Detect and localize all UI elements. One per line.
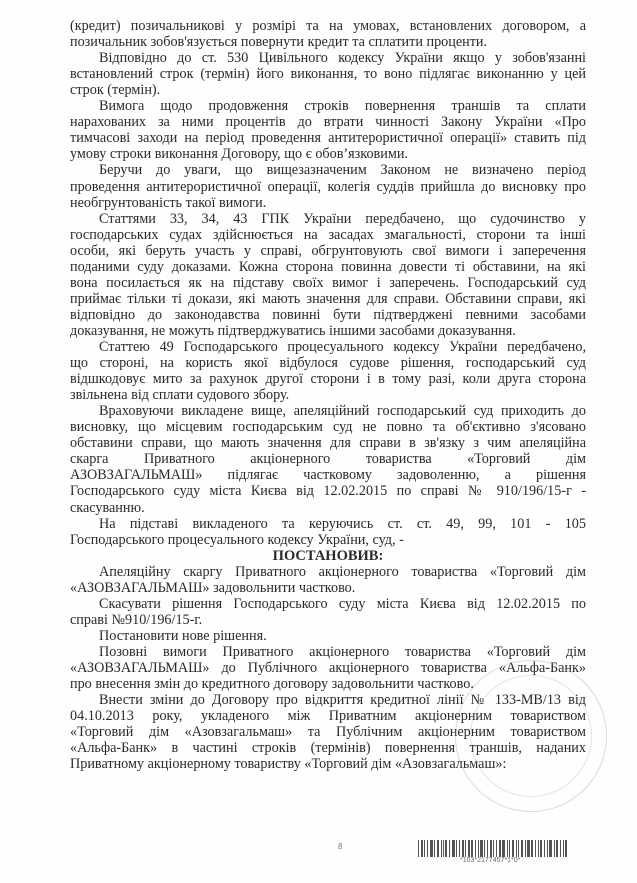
barcode-bar [471, 840, 473, 857]
text-line: Вимога щодо продовження строків повернення траншів та сплати [99, 98, 586, 115]
text-line: (кредит) позичальникові у розмірі та на умовах, встановлених договором, а [70, 18, 586, 34]
text-line: строк (термін). [70, 82, 161, 99]
barcode-bar [549, 840, 552, 857]
text-line: 04.10.2013 року, укладеного між Приватним акціонерним товариством [70, 708, 586, 725]
text-line: нарахованих за ними процентів до втрати чинності Закону України «Про [70, 114, 586, 131]
text-line: справі №910/196/15-г. [70, 611, 203, 628]
text-line: особи, які беруть участь у справі, обгрунтовують свої вимоги і заперечення [70, 242, 586, 259]
text-line: необгрунтованість такої вимоги. [70, 194, 267, 211]
barcode-bar [499, 840, 501, 857]
barcode-bar [443, 840, 444, 857]
barcode-bar [547, 840, 548, 857]
barcode-bar [445, 840, 447, 857]
barcode-bar [456, 840, 457, 857]
barcode-bar [496, 840, 497, 857]
barcode-text: *103*2177457*1*0* [460, 857, 521, 864]
barcode-bar [487, 840, 488, 857]
text-line: Беручи до уваги, що вищезазначеним Законом не визначено період [99, 162, 586, 179]
barcode-bar [468, 840, 470, 857]
text-line: обставини справи, що мають значення для справи в зв'язку з чим апеляційна [70, 435, 586, 452]
barcode-bar [418, 840, 419, 857]
text-line: встановлений строк (термін) його виконання, то воно підлягає виконанню у цей [70, 66, 586, 83]
text-line: поданими суду доказами. Кожна сторона повинна довести ті обставини, на які [70, 258, 586, 275]
barcode-bar [480, 840, 483, 857]
barcode-bar [441, 840, 442, 857]
text-line: приймає тільки ті докази, які мають значення для справи. Обставини справи, які [70, 290, 586, 307]
text-line: Господарського процесуального кодексу України, суд, - [70, 531, 404, 548]
barcode-bar [465, 840, 466, 857]
barcode-bar [540, 840, 542, 857]
text-line: відповідно до законодавства повинні бути підтверджені певними засобами [70, 306, 586, 323]
text-line: що стороні, на користь якої відбулося судове рішення, господарський суд [70, 355, 586, 372]
text-line: висновку, що місцевим господарським суд не повно та об'єктивно з'ясовано [70, 419, 586, 436]
text-line: «АЗОВЗАГАЛЬМАШ» задовольнити частково. [70, 579, 356, 596]
text-line: Відповідно до ст. 530 Цивільного кодексу України якщо у зобов'язанні [99, 50, 586, 67]
barcode-bar [535, 840, 536, 857]
barcode-bar [434, 840, 435, 857]
barcode-bar [556, 840, 558, 857]
page-number: 8 [338, 842, 343, 851]
barcode-bar [478, 840, 479, 857]
text-line: Постановити нове рішення. [99, 627, 267, 644]
court-stamp [455, 660, 607, 812]
text-line: Статтями 33, 34, 43 ГПК України передбачено, що судочинство у [99, 210, 586, 227]
barcode-bar [525, 840, 526, 857]
text-line: «АЗОВЗАГАЛЬМАШ» до Публічного акціонерного товариства «Альфа-Банк» [70, 660, 586, 676]
text-line: Враховуючи викладене вище, апеляційний господарський суд приходить до [99, 403, 586, 420]
text-line: На підставі викладеного та керуючись ст. ст. 49, 99, 101 - 105 [99, 515, 586, 532]
barcode-bar [452, 840, 455, 857]
barcode-bar [424, 840, 425, 857]
barcode-bar [531, 840, 533, 857]
text-line: вона посилається як на підставу своїх вимог і заперечень. Господарський суд [70, 274, 586, 291]
barcode-bar [560, 840, 561, 857]
barcode-bar [475, 840, 476, 857]
barcode-bar [565, 840, 567, 857]
barcode-bar [437, 840, 439, 857]
barcode-bar [449, 840, 450, 857]
text-line: доказування, не можуть підтверджуватись іншими засобами доказування. [70, 322, 516, 339]
barcode-bar [538, 840, 539, 857]
text-line: скасуванню. [70, 499, 145, 516]
barcode-bar [493, 840, 494, 857]
text-line: скарга Приватного акціонерного товариства «Торговий дім [70, 451, 586, 468]
barcode-bar [516, 840, 517, 857]
text-line: АЗОВЗАГАЛЬМАШ» підлягає частковому задоволенню, а рішення [70, 467, 586, 484]
barcode-bar [527, 840, 530, 857]
text-line: «Альфа-Банк» в частині строків (термінів) повернення траншів, наданих [70, 740, 586, 757]
barcode-bar [521, 840, 523, 857]
barcode-bar [554, 840, 555, 857]
section-heading: ПОСТАНОВИВ: [272, 547, 384, 564]
text-line: позичальник зобов'язується повернути кредит та сплатити проценти. [70, 34, 488, 51]
barcode-bar [507, 840, 508, 857]
text-line: Статтею 49 Господарського процесуального кодексу України передбачено, [99, 339, 586, 355]
barcode-bar [459, 840, 460, 857]
text-line: відшкодовує мито за рахунок другої сторони і в тому разі, коли друга сторона [70, 371, 586, 388]
text-line: Внести зміни до Договору про відкриття кредитної лінії № 133-МВ/13 від [99, 692, 586, 709]
barcode-bar [518, 840, 519, 857]
barcode-bar [427, 840, 428, 857]
text-line: Приватному акціонерному товариству «Торговий дім «Азовзагальмаш»: [70, 756, 507, 773]
text-line: Позовні вимоги Приватного акціонерного товариства «Торговий дім [99, 643, 586, 660]
text-line: звільнена від сплати судового збору. [70, 387, 290, 404]
barcode-bar [502, 840, 505, 857]
text-line: умову строки виконання Договору, що є обов’язковими. [70, 146, 408, 163]
text-line: Скасувати рішення Господарського суду міста Києва від 12.02.2015 по [99, 595, 586, 612]
barcode-bar [563, 840, 564, 857]
barcode-bar [421, 840, 423, 857]
text-line: «Торговий дім «Азовзагальмаш» та Публічним акціонерним товариством [70, 724, 586, 741]
text-line: тимчасові заходи на період проведення антитерористичної операції» ставить під [70, 130, 586, 147]
barcode [418, 840, 583, 857]
barcode-bar [462, 840, 464, 857]
barcode-bar [430, 840, 433, 857]
barcode-bar [490, 840, 492, 857]
barcode-bar [484, 840, 485, 857]
barcode-bar [512, 840, 514, 857]
text-line: проведення антитерористичної операції, колегія суддів прийшла до висновку про [70, 178, 586, 195]
text-line: Апеляційну скаргу Приватного акціонерного товариства «Торговий дім [99, 563, 586, 580]
text-line: Господарського суду міста Києва від 12.02.2015 по справі № 910/196/15-г - [70, 483, 586, 500]
barcode-bar [544, 840, 545, 857]
text-line: про внесення змін до кредитного договору задовольнити частково. [70, 676, 474, 693]
barcode-bar [509, 840, 510, 857]
text-line: господарських судах здійснюється на засадах змагальності, сторони та інші [70, 226, 586, 243]
